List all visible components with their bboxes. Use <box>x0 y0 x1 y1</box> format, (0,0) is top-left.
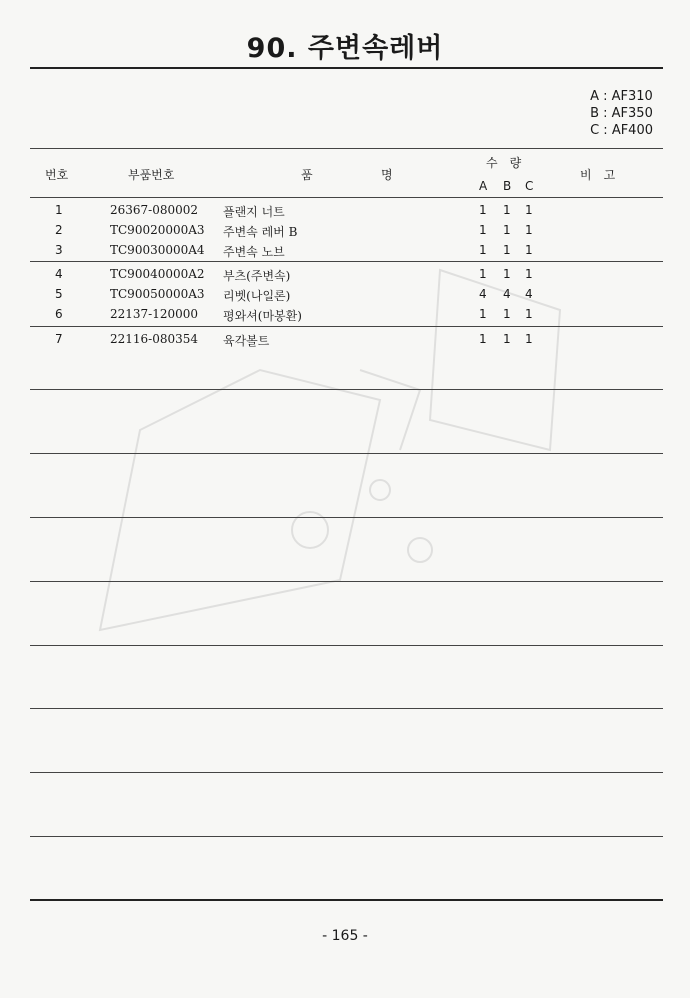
header-bottom-rule <box>30 197 663 198</box>
empty-row-rule <box>30 836 663 837</box>
header-name-2: 명 <box>381 168 393 182</box>
header-part-no: 부품번호 <box>128 168 175 182</box>
table-row <box>0 287 690 308</box>
model-legend <box>590 88 653 139</box>
row-part-no: 26367-080002 <box>110 203 199 217</box>
model-legend-b: B : AF350 <box>590 106 653 121</box>
row-name: 리벳(나일론) <box>223 289 291 303</box>
table-row <box>0 203 690 224</box>
page-title: 90. 주변속레버 <box>246 33 444 64</box>
empty-row-rule <box>30 772 663 773</box>
row-qty-c: 4 <box>525 287 533 301</box>
row-qty-b: 1 <box>503 223 511 237</box>
page-number: - 165 - <box>322 928 368 944</box>
header-qty-c: C <box>525 179 534 193</box>
row-part-no: TC90030000A4 <box>110 243 205 257</box>
table-row <box>0 307 690 328</box>
empty-row-rule <box>30 708 663 709</box>
row-name: 주변속 노브 <box>223 245 285 259</box>
row-qty-c: 1 <box>525 243 533 257</box>
row-qty-b: 1 <box>503 332 511 346</box>
table-row <box>0 223 690 244</box>
row-no: 1 <box>55 203 63 217</box>
empty-row-rule <box>30 389 663 390</box>
row-part-no: TC90040000A2 <box>110 267 205 281</box>
row-qty-b: 1 <box>503 243 511 257</box>
row-part-no: 22116-080354 <box>110 332 199 346</box>
row-qty-a: 1 <box>479 332 487 346</box>
empty-row-rule <box>30 517 663 518</box>
header-name-1: 품 <box>301 168 313 182</box>
row-name: 육각볼트 <box>223 334 270 348</box>
header-qty-a: A <box>479 179 488 193</box>
row-qty-a: 1 <box>479 307 487 321</box>
row-name: 평와셔(마봉환) <box>223 309 302 323</box>
row-qty-a: 1 <box>479 203 487 217</box>
table-bottom-rule <box>30 899 663 901</box>
row-part-no: TC90020000A3 <box>110 223 205 237</box>
row-qty-b: 1 <box>503 203 511 217</box>
row-qty-a: 1 <box>479 223 487 237</box>
row-part-no: TC90050000A3 <box>110 287 205 301</box>
title-rule <box>30 67 663 69</box>
header-remark: 비 고 <box>580 168 616 182</box>
row-no: 2 <box>55 223 63 237</box>
table-row <box>0 267 690 288</box>
row-qty-c: 1 <box>525 223 533 237</box>
row-name: 부츠(주변속) <box>223 269 291 283</box>
row-qty-c: 1 <box>525 307 533 321</box>
header-qty: 수 량 <box>486 156 522 170</box>
header-no: 번호 <box>45 168 69 182</box>
empty-row-rule <box>30 645 663 646</box>
row-qty-b: 4 <box>503 287 511 301</box>
row-no: 4 <box>55 267 63 281</box>
row-name: 플랜지 너트 <box>223 205 285 219</box>
group-rule <box>30 326 663 327</box>
row-no: 3 <box>55 243 63 257</box>
row-qty-c: 1 <box>525 267 533 281</box>
table-row <box>0 332 690 353</box>
row-qty-a: 1 <box>479 267 487 281</box>
model-legend-c: C : AF400 <box>590 123 653 138</box>
row-no: 6 <box>55 307 63 321</box>
empty-row-rule <box>30 453 663 454</box>
header-top-rule <box>30 148 663 149</box>
row-no: 5 <box>55 287 63 301</box>
header-qty-b: B <box>503 179 512 193</box>
row-qty-c: 1 <box>525 203 533 217</box>
row-name: 주변속 레버 B <box>223 225 298 239</box>
row-qty-b: 1 <box>503 267 511 281</box>
model-legend-a: A : AF310 <box>590 89 653 104</box>
row-qty-c: 1 <box>525 332 533 346</box>
row-qty-a: 1 <box>479 243 487 257</box>
empty-row-rule <box>30 581 663 582</box>
row-no: 7 <box>55 332 63 346</box>
row-part-no: 22137-120000 <box>110 307 199 321</box>
row-qty-b: 1 <box>503 307 511 321</box>
group-rule <box>30 261 663 262</box>
row-qty-a: 4 <box>479 287 487 301</box>
